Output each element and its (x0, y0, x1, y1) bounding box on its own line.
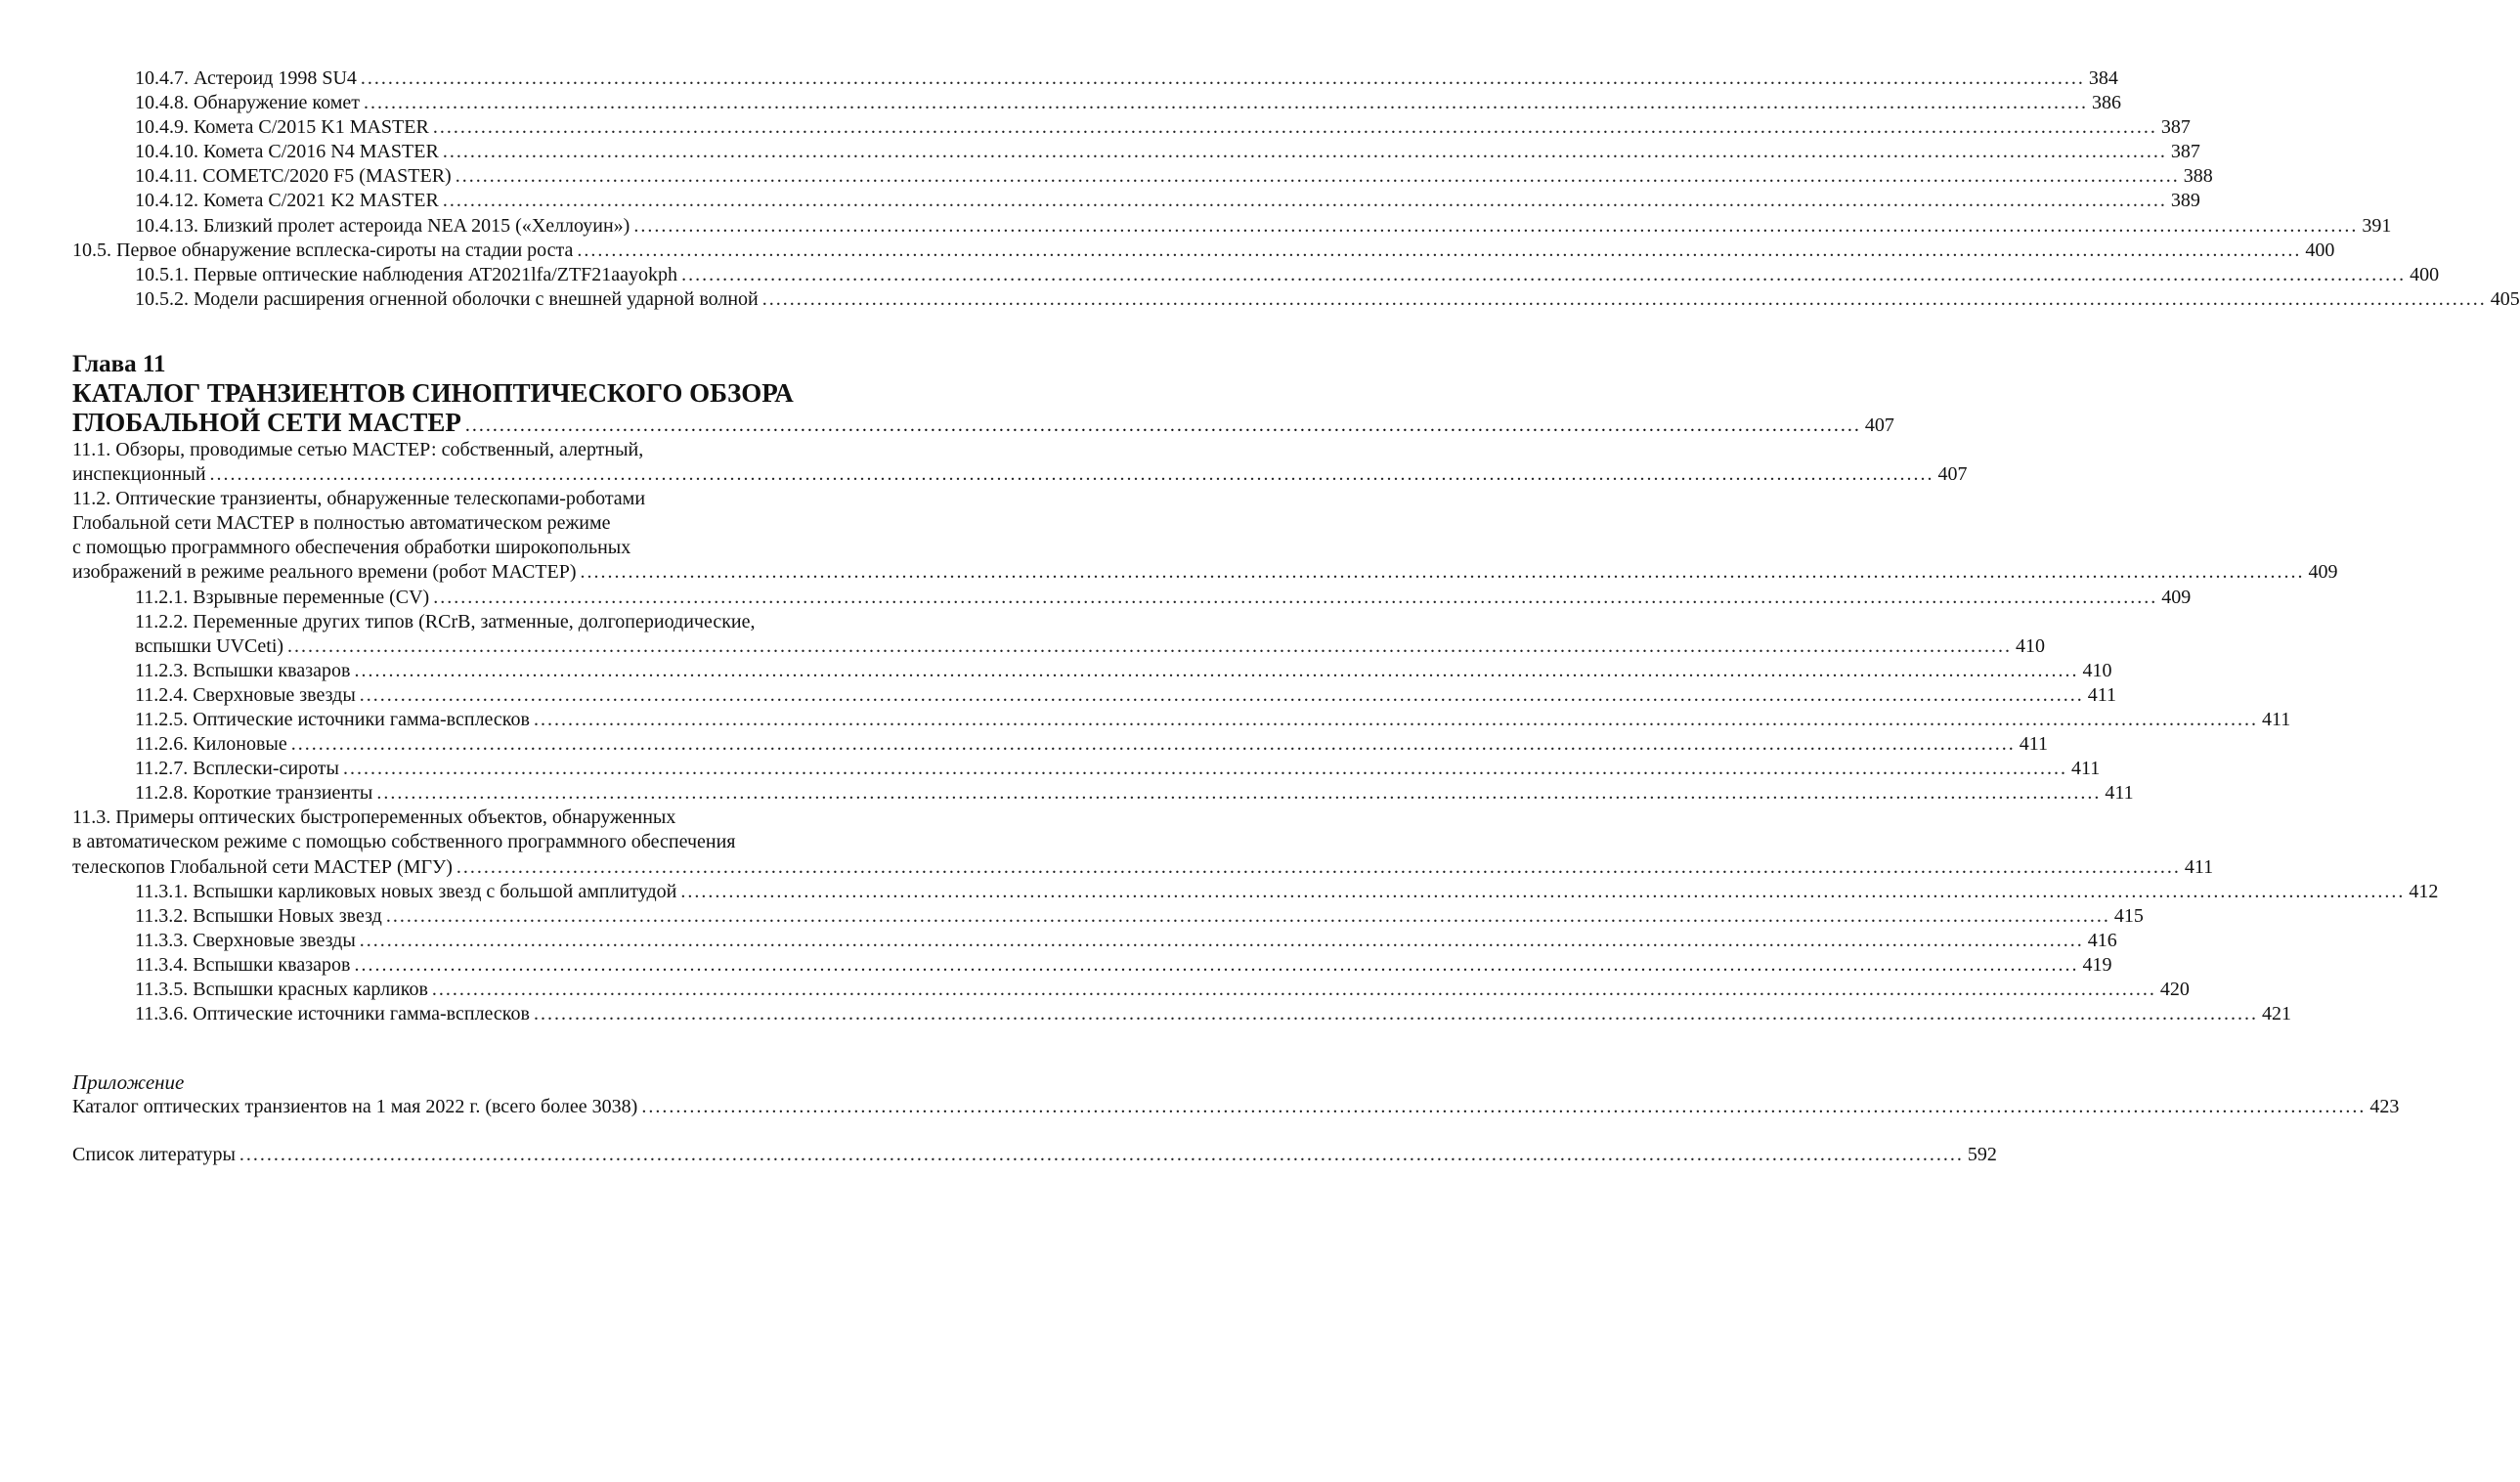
toc-entry (72, 214, 2392, 239)
dot-leader (534, 708, 2258, 732)
dot-leader (456, 164, 2180, 189)
dot-leader (432, 978, 2156, 1002)
toc-entry-title: 11.3.4. Вспышки квазаров (135, 953, 351, 976)
toc-entry-title: 11.2.3. Вспышки квазаров (135, 659, 351, 681)
toc-entry (72, 953, 2112, 978)
toc-entry-title: Список литературы (72, 1144, 236, 1166)
dot-leader (433, 115, 2157, 140)
toc-entry-title: 11.3.2. Вспышки Новых звезд (135, 904, 382, 927)
toc-entry-title: 10.5.2. Модели расширения огненной оболочки с внешней ударной волной (135, 287, 759, 310)
table-of-contents (72, 66, 2520, 1167)
toc-entry (72, 929, 2117, 953)
toc-entry (72, 904, 2144, 929)
toc-entry-title: телескопов Глобальной сети МАСТЕР (МГУ) (72, 855, 453, 878)
toc-entry-title: 10.4.11. COMETC/2020 F5 (MASTER) (135, 165, 452, 188)
toc-entry (72, 263, 2440, 287)
toc-entry-title: 11.2.5. Оптические источники гамма-всплесков (135, 708, 530, 730)
page-number: 389 (2170, 190, 2200, 212)
page-number: 416 (2087, 929, 2117, 951)
page-number: 410 (2082, 659, 2112, 681)
toc-entry-title: 11.2.6. Килоновые (135, 733, 287, 756)
toc-entry (72, 880, 2439, 904)
page-number: 387 (2170, 141, 2200, 163)
dot-leader (376, 781, 2101, 806)
page-number: 420 (2159, 979, 2190, 1000)
page-number: 405 (2490, 287, 2520, 310)
chapter-label: Глава 11 (72, 350, 166, 377)
page-number: 384 (2088, 67, 2118, 89)
dot-leader (456, 855, 2181, 880)
toc-entry (72, 757, 2101, 781)
dot-leader (465, 414, 1861, 437)
dot-leader (360, 929, 2084, 953)
toc-entry-title: 11.2.4. Сверхновые звезды (135, 683, 356, 706)
page-number: 592 (1967, 1144, 1997, 1166)
toc-entry (72, 462, 1968, 487)
toc-entry-title: 10.4.13. Близкий пролет астероида NEA 2015 («Хеллоуин») (135, 214, 630, 237)
page-number: 409 (2308, 561, 2338, 584)
toc-entry-title: 10.4.7. Астероид 1998 SU4 (135, 67, 357, 89)
dot-leader (360, 683, 2084, 708)
page-number: 400 (2305, 239, 2335, 261)
toc-entry (72, 634, 2046, 659)
page-number: 421 (2261, 1003, 2291, 1025)
page-number: 411 (2019, 733, 2049, 756)
page-number: 387 (2160, 116, 2191, 139)
toc-entry-title: 11.2.8. Короткие транзиенты (135, 782, 373, 805)
chapter-title-row (72, 407, 1894, 438)
toc-entry-title: 10.4.8. Обнаружение комет (135, 92, 360, 114)
toc-entry (72, 683, 2117, 708)
toc-entry-title: изображений в режиме реального времени (робот МАСТЕР) (72, 561, 577, 584)
page-number: 412 (2409, 880, 2439, 902)
toc-entry (72, 855, 2214, 880)
toc-entry-title: 10.4.10. Комета C/2016 N4 MASTER (135, 141, 439, 163)
toc-entry-title: 11.2.1. Взрывные переменные (CV) (135, 586, 430, 608)
toc-entry-line: 11.2. Оптические транзиенты, обнаруженные телескопами-роботами (72, 488, 646, 510)
dot-leader (354, 953, 2078, 978)
toc-entry-title: 10.4.9. Комета C/2015 K1 MASTER (135, 116, 429, 139)
toc-entry (72, 708, 2291, 732)
toc-entry-line: с помощью программного обеспечения обработки широкопольных (72, 537, 631, 559)
toc-entry-line: в автоматическом режиме с помощью собственного программного обеспечения (72, 831, 736, 853)
dot-leader (364, 91, 2088, 115)
toc-entry-title: 11.2.7. Всплески-сироты (135, 758, 339, 780)
page-number: 386 (2091, 92, 2121, 114)
dot-leader (361, 66, 2085, 91)
dot-leader (433, 586, 2157, 610)
toc-entry (72, 1143, 1997, 1167)
toc-entry (72, 659, 2112, 683)
toc-entry (72, 1002, 2291, 1026)
toc-entry-title: 11.3.1. Вспышки карликовых новых звезд с большой амплитудой (135, 880, 677, 902)
dot-leader (354, 659, 2078, 683)
dot-leader (386, 904, 2110, 929)
toc-entry (72, 732, 2049, 757)
page-number: 407 (1937, 463, 1968, 486)
toc-entry (72, 560, 2338, 585)
toc-entry-line: 11.2.2. Переменные других типов (RCrB, затменные, долгопериодические, (135, 610, 756, 632)
dot-leader (762, 287, 2487, 312)
dot-leader (291, 732, 2016, 757)
toc-entry-line: 11.3. Примеры оптических быстропеременных объектов, обнаруженных (72, 806, 676, 829)
page-number: 388 (2183, 165, 2213, 188)
dot-leader (641, 1095, 2366, 1119)
toc-entry (72, 586, 2192, 610)
dot-leader (343, 757, 2067, 781)
page-number: 419 (2082, 953, 2112, 976)
toc-entry (72, 1095, 2400, 1119)
page-number: 391 (2362, 214, 2392, 237)
toc-entry-title: 10.5. Первое обнаружение всплеска-сироты на стадии роста (72, 239, 574, 261)
dot-leader (443, 189, 2167, 213)
dot-leader (287, 634, 2012, 659)
toc-entry (72, 781, 2134, 806)
page-number: 415 (2113, 904, 2144, 927)
toc-entry-title: 10.5.1. Первые оптические наблюдения AT2021lfa/ZTF21aayokph (135, 263, 678, 285)
page-number: 400 (2410, 263, 2440, 285)
page-number: 410 (2016, 634, 2046, 657)
page-number: 407 (1864, 414, 1894, 436)
page-number: 411 (2087, 683, 2117, 706)
toc-entry-title: инспекционный (72, 463, 206, 486)
toc-entry (72, 978, 2190, 1002)
page-number: 411 (2184, 855, 2214, 878)
page-number: 409 (2161, 586, 2192, 608)
toc-entry-title: Каталог оптических транзиентов на 1 мая 2022 г. (всего более 3038) (72, 1096, 638, 1118)
chapter-title-line2: ГЛОБАЛЬНОЙ СЕТИ МАСТЕР (72, 407, 461, 437)
toc-entry (72, 189, 2200, 213)
dot-leader (680, 880, 2405, 904)
page-number: 411 (2261, 708, 2291, 730)
page-number: 411 (2105, 782, 2134, 805)
toc-entry (72, 66, 2118, 91)
dot-leader (443, 140, 2167, 164)
toc-entry (72, 91, 2121, 115)
toc-entry (72, 115, 2191, 140)
page-number: 411 (2070, 758, 2101, 780)
appendix-label: Приложение (72, 1070, 185, 1095)
dot-leader (577, 239, 2301, 263)
toc-entry-line: 11.1. Обзоры, проводимые сетью МАСТЕР: собственный, алертный, (72, 438, 644, 460)
page-number: 423 (2369, 1096, 2400, 1118)
toc-entry (72, 287, 2520, 312)
toc-entry-title: 11.3.5. Вспышки красных карликов (135, 979, 428, 1000)
dot-leader (681, 263, 2406, 287)
toc-entry (72, 239, 2335, 263)
toc-entry (72, 164, 2213, 189)
dot-leader (210, 462, 1934, 487)
toc-entry (72, 140, 2200, 164)
chapter-title-line1: КАТАЛОГ ТРАНЗИЕНТОВ СИНОПТИЧЕСКОГО ОБЗОРА (72, 377, 794, 408)
toc-entry-title: 11.3.6. Оптические источники гамма-всплесков (135, 1003, 530, 1025)
toc-entry-title: 10.4.12. Комета C/2021 K2 MASTER (135, 190, 439, 212)
dot-leader (534, 1002, 2258, 1026)
toc-entry-title: вспышки UVCeti) (135, 634, 284, 657)
dot-leader (581, 560, 2305, 585)
dot-leader (239, 1143, 1964, 1167)
toc-entry-title: 11.3.3. Сверхновые звезды (135, 929, 356, 951)
dot-leader (633, 214, 2358, 239)
toc-entry-line: Глобальной сети МАСТЕР в полностью автоматическом режиме (72, 512, 611, 535)
